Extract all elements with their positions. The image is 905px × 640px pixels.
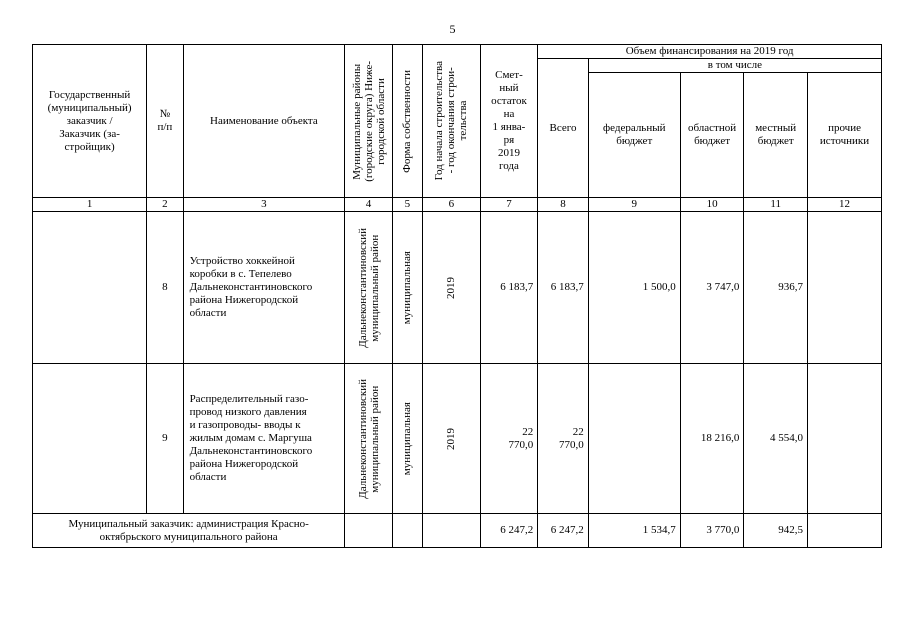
row-local: 4 554,0 bbox=[744, 364, 808, 514]
row-federal bbox=[588, 364, 680, 514]
summary-ownership bbox=[392, 514, 422, 548]
header-total: Всего bbox=[538, 59, 589, 198]
row-district-text: Дальнеконстантиновский муниципальный район bbox=[356, 227, 381, 348]
summary-federal: 1 534,7 bbox=[588, 514, 680, 548]
header-ownership-text: Форма собственности bbox=[401, 69, 414, 173]
row-district bbox=[345, 364, 393, 514]
col-num: 11 bbox=[744, 198, 808, 212]
summary-total: 6 247,2 bbox=[538, 514, 589, 548]
summary-regional: 3 770,0 bbox=[680, 514, 744, 548]
page-number: 5 bbox=[449, 22, 456, 36]
row-federal: 1 500,0 bbox=[588, 212, 680, 364]
row-other bbox=[808, 364, 882, 514]
header-financing-group: Объем финансирования на 2019 год bbox=[538, 45, 882, 59]
col-num: 9 bbox=[588, 198, 680, 212]
header-balance: Смет- ный остаток на 1 янва- ря 2019 года bbox=[480, 45, 538, 198]
col-num: 1 bbox=[33, 198, 147, 212]
summary-local: 942,5 bbox=[744, 514, 808, 548]
row-local: 936,7 bbox=[744, 212, 808, 364]
table-row bbox=[33, 212, 882, 364]
row-customer bbox=[33, 212, 147, 364]
row-regional: 18 216,0 bbox=[680, 364, 744, 514]
row-regional: 3 747,0 bbox=[680, 212, 744, 364]
row-district bbox=[345, 212, 393, 364]
summary-row bbox=[33, 514, 882, 548]
row-ownership-text: муниципальная bbox=[401, 250, 414, 325]
row-customer bbox=[33, 364, 147, 514]
row-ownership-text: муниципальная bbox=[401, 401, 414, 476]
header-federal: федеральный бюджет bbox=[588, 73, 680, 198]
row-years bbox=[423, 212, 481, 364]
header-district bbox=[345, 45, 393, 198]
col-num: 4 bbox=[345, 198, 393, 212]
row-years bbox=[423, 364, 481, 514]
row-years-text: 2019 bbox=[445, 276, 458, 299]
col-num: 5 bbox=[392, 198, 422, 212]
row-balance: 6 183,7 bbox=[480, 212, 538, 364]
col-num: 6 bbox=[423, 198, 481, 212]
row-number: 8 bbox=[147, 212, 183, 364]
row-ownership bbox=[392, 364, 422, 514]
row-district-text: Дальнеконстантиновский муниципальный район bbox=[356, 378, 381, 499]
row-ownership bbox=[392, 212, 422, 364]
col-num: 8 bbox=[538, 198, 589, 212]
summary-other bbox=[808, 514, 882, 548]
summary-years bbox=[423, 514, 481, 548]
header-years-text: Год начала строительства - год окончания строи- тельства bbox=[433, 61, 470, 181]
col-num: 2 bbox=[147, 198, 183, 212]
table-row bbox=[33, 364, 882, 514]
row-years-text: 2019 bbox=[445, 427, 458, 450]
col-num: 7 bbox=[480, 198, 538, 212]
summary-balance: 6 247,2 bbox=[480, 514, 538, 548]
financing-table bbox=[32, 44, 882, 548]
row-object-name: Распределительный газо- провод низкого давления и газопроводы- вводы к жилым домам с. Маргуша Дальнеконстантиновского района Нижегородской области bbox=[183, 364, 345, 514]
header-regional: областной бюджет bbox=[680, 73, 744, 198]
header-customer: Государственный (муниципальный) заказчик / Заказчик (за- стройщик) bbox=[33, 45, 147, 198]
header-number: № п/п bbox=[147, 45, 183, 198]
header-local: местный бюджет bbox=[744, 73, 808, 198]
row-other bbox=[808, 212, 882, 364]
row-total: 6 183,7 bbox=[538, 212, 589, 364]
header-years bbox=[423, 45, 481, 198]
col-num: 3 bbox=[183, 198, 345, 212]
header-district-text: Муниципальные районы (городские округа) Ниже- городской области bbox=[350, 60, 387, 182]
header-including: в том числе bbox=[588, 59, 881, 73]
col-num: 12 bbox=[808, 198, 882, 212]
row-object-name: Устройство хоккейной коробки в с. Тепелево Дальнеконстантиновского района Нижегородской области bbox=[183, 212, 345, 364]
col-num: 10 bbox=[680, 198, 744, 212]
summary-label: Муниципальный заказчик: администрация Красно- октябрьского муниципального района bbox=[33, 514, 345, 548]
row-total: 22 770,0 bbox=[538, 364, 589, 514]
header-ownership bbox=[392, 45, 422, 198]
column-number-row bbox=[33, 198, 882, 212]
header-object-name: Наименование объекта bbox=[183, 45, 345, 198]
header-other: прочие источники bbox=[808, 73, 882, 198]
summary-district bbox=[345, 514, 393, 548]
row-balance: 22 770,0 bbox=[480, 364, 538, 514]
row-number: 9 bbox=[147, 364, 183, 514]
